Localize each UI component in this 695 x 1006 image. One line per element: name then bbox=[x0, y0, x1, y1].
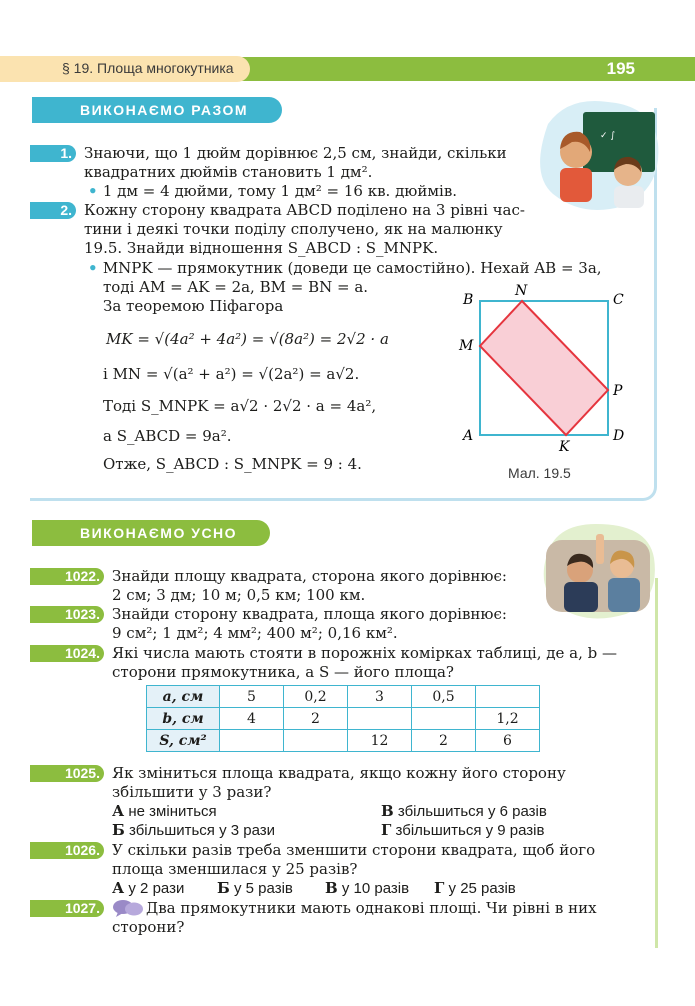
formula-sabcd: а S_ABCD = 9a². bbox=[103, 427, 232, 445]
task-number-2: 2. bbox=[30, 202, 76, 219]
together-banner bbox=[32, 97, 282, 123]
option-letter: Г bbox=[381, 821, 392, 839]
students-illustration bbox=[536, 518, 661, 620]
option-letter: Б bbox=[112, 821, 125, 839]
table-row bbox=[147, 730, 540, 752]
option-text: збільшиться у 6 разів bbox=[393, 803, 547, 820]
row-head-b: b, см bbox=[147, 708, 220, 730]
row-head-s: S, см² bbox=[147, 730, 220, 752]
solution-2-line-3: За теоремою Піфагора bbox=[103, 297, 284, 315]
option-letter: В bbox=[325, 879, 338, 897]
formula-mk: MK = √(4a² + 4a²) = √(8a²) = 2√2 · a bbox=[106, 330, 389, 348]
formula-ratio: Отже, S_ABCD : S_MNPK = 9 : 4. bbox=[103, 455, 362, 473]
option-1025-a bbox=[112, 802, 217, 821]
figure-19-5 bbox=[455, 283, 635, 453]
table-cell: 0,2 bbox=[284, 686, 348, 708]
table-row bbox=[147, 708, 540, 730]
row-head-a: a, см bbox=[147, 686, 220, 708]
task-1024-line-1: Які числа мають стояти в порожніх комірках таблиці, де a, b — bbox=[112, 644, 617, 662]
section-title: § 19. Площа многокутника bbox=[62, 60, 234, 76]
task-1024-line-2: сторони прямокутника, а S — його площа? bbox=[112, 663, 454, 681]
figure-caption: Мал. 19.5 bbox=[508, 465, 571, 481]
table-cell: 5 bbox=[220, 686, 284, 708]
option-text: не зміниться bbox=[124, 803, 217, 820]
table-cell: 3 bbox=[348, 686, 412, 708]
table-cell bbox=[284, 730, 348, 752]
table-row bbox=[147, 686, 540, 708]
task-1-line-1: Знаючи, що 1 дюйм дорівнює 2,5 см, знайди, скільки bbox=[84, 144, 507, 162]
option-text: збільшиться у 3 рази bbox=[124, 822, 276, 839]
label-m: M bbox=[459, 338, 474, 354]
solution-2-line-1 bbox=[88, 259, 602, 278]
option-1026-b bbox=[217, 879, 293, 898]
option-text: у 5 разів bbox=[229, 880, 293, 897]
option-1025-v bbox=[381, 802, 547, 821]
table-cell: 2 bbox=[284, 708, 348, 730]
option-letter: А bbox=[112, 802, 125, 820]
task-1026-line-1: У скільки разів треба зменшити сторони квадрата, щоб його bbox=[112, 841, 596, 859]
task-number-1023: 1023. bbox=[30, 606, 104, 623]
task-1025-line-2: збільшити у 3 рази? bbox=[112, 783, 272, 801]
label-b: B bbox=[463, 292, 474, 308]
option-1026-v bbox=[325, 879, 409, 898]
bullet: • bbox=[88, 182, 103, 200]
page-number: 195 bbox=[606, 59, 635, 78]
table-cell bbox=[476, 686, 540, 708]
task-number-1027: 1027. bbox=[30, 900, 104, 917]
task-number-1: 1. bbox=[30, 145, 76, 162]
task-1023-line-2: 9 см²; 1 дм²; 4 мм²; 400 м²; 0,16 км². bbox=[112, 624, 398, 642]
table-cell: 2 bbox=[412, 730, 476, 752]
option-text: у 25 разів bbox=[444, 880, 516, 897]
table-cell: 1,2 bbox=[476, 708, 540, 730]
label-a: A bbox=[463, 428, 474, 444]
oral-banner bbox=[32, 520, 270, 546]
kids-chalkboard-illustration bbox=[528, 94, 663, 214]
option-letter: А bbox=[112, 879, 125, 897]
option-text: у 10 разів bbox=[337, 880, 410, 897]
task-number-1025: 1025. bbox=[30, 765, 104, 782]
table-cell: 0,5 bbox=[412, 686, 476, 708]
task-1027-line-2: сторони? bbox=[112, 918, 185, 936]
svg-text:✓ ∫: ✓ ∫ bbox=[600, 131, 616, 141]
table-cell: 4 bbox=[220, 708, 284, 730]
table-cell: 6 bbox=[476, 730, 540, 752]
task-2-line-2: тини і деякі точки поділу сполучено, як на малюнку bbox=[84, 220, 503, 238]
option-letter: В bbox=[381, 802, 394, 820]
table-cell: 12 bbox=[348, 730, 412, 752]
formula-smnpk: Тоді S_MNPK = a√2 · 2√2 · a = 4a², bbox=[103, 397, 377, 415]
option-letter: Б bbox=[217, 879, 230, 897]
bullet: • bbox=[88, 259, 103, 277]
oral-section-border bbox=[655, 578, 658, 948]
option-text: збільшиться у 9 разів bbox=[391, 822, 545, 839]
task-1-solution bbox=[88, 182, 457, 201]
formula-mn: і MN = √(a² + a²) = √(2a²) = a√2. bbox=[103, 365, 360, 383]
task-number-1022: 1022. bbox=[30, 568, 104, 585]
rectangle-table bbox=[146, 685, 540, 752]
option-1025-b bbox=[112, 821, 275, 840]
table-cell bbox=[220, 730, 284, 752]
label-c: C bbox=[613, 292, 624, 308]
section-tab bbox=[0, 56, 250, 82]
task-1022-line-2: 2 см; 3 дм; 10 м; 0,5 км; 100 км. bbox=[112, 586, 366, 604]
option-1026-a bbox=[112, 879, 184, 898]
label-p: P bbox=[613, 383, 623, 399]
label-d: D bbox=[613, 428, 625, 444]
task-1027-line-1: Два прямокутники мають однакові площі. Чи рівні в них bbox=[146, 899, 597, 917]
task-2-line-1: Кожну сторону квадрата ABCD поділено на 3 рівні час- bbox=[84, 201, 525, 219]
option-1026-g bbox=[434, 879, 516, 898]
table-cell bbox=[412, 708, 476, 730]
task-2-line-3: 19.5. Знайди відношення S_ABCD : S_MNPK. bbox=[84, 239, 439, 257]
oral-banner-label: ВИКОНАЄМО УСНО bbox=[80, 525, 238, 541]
task-1022-line-1: Знайди площу квадрата, сторона якого дорівнює: bbox=[112, 567, 507, 585]
label-n: N bbox=[515, 283, 528, 299]
task-1-line-2: квадратних дюймів становить 1 дм². bbox=[84, 163, 373, 181]
task-1-solution-text: 1 дм = 4 дюйми, тому 1 дм² = 16 кв. дюймів. bbox=[102, 182, 458, 200]
task-number-1024: 1024. bbox=[30, 645, 104, 662]
task-1025-line-1: Як зміниться площа квадрата, якщо кожну його сторону bbox=[112, 764, 566, 782]
discussion-icon bbox=[112, 898, 144, 918]
table-cell bbox=[348, 708, 412, 730]
solution-2-line-1-text: MNPK — прямокутник (доведи це самостійно). Нехай AB = 3a, bbox=[102, 259, 602, 277]
together-banner-label: ВИКОНАЄМО РАЗОМ bbox=[80, 102, 249, 118]
task-number-1026: 1026. bbox=[30, 842, 104, 859]
task-1026-line-2: площа зменшилася у 25 разів? bbox=[112, 860, 358, 878]
option-text: у 2 рази bbox=[124, 880, 185, 897]
option-1025-g bbox=[381, 821, 545, 840]
solution-2-line-2: тоді AM = AK = 2a, BM = BN = a. bbox=[103, 278, 369, 296]
label-k: K bbox=[559, 439, 570, 453]
option-letter: Г bbox=[434, 879, 445, 897]
task-1023-line-1: Знайди сторону квадрата, площа якого дорівнює: bbox=[112, 605, 507, 623]
